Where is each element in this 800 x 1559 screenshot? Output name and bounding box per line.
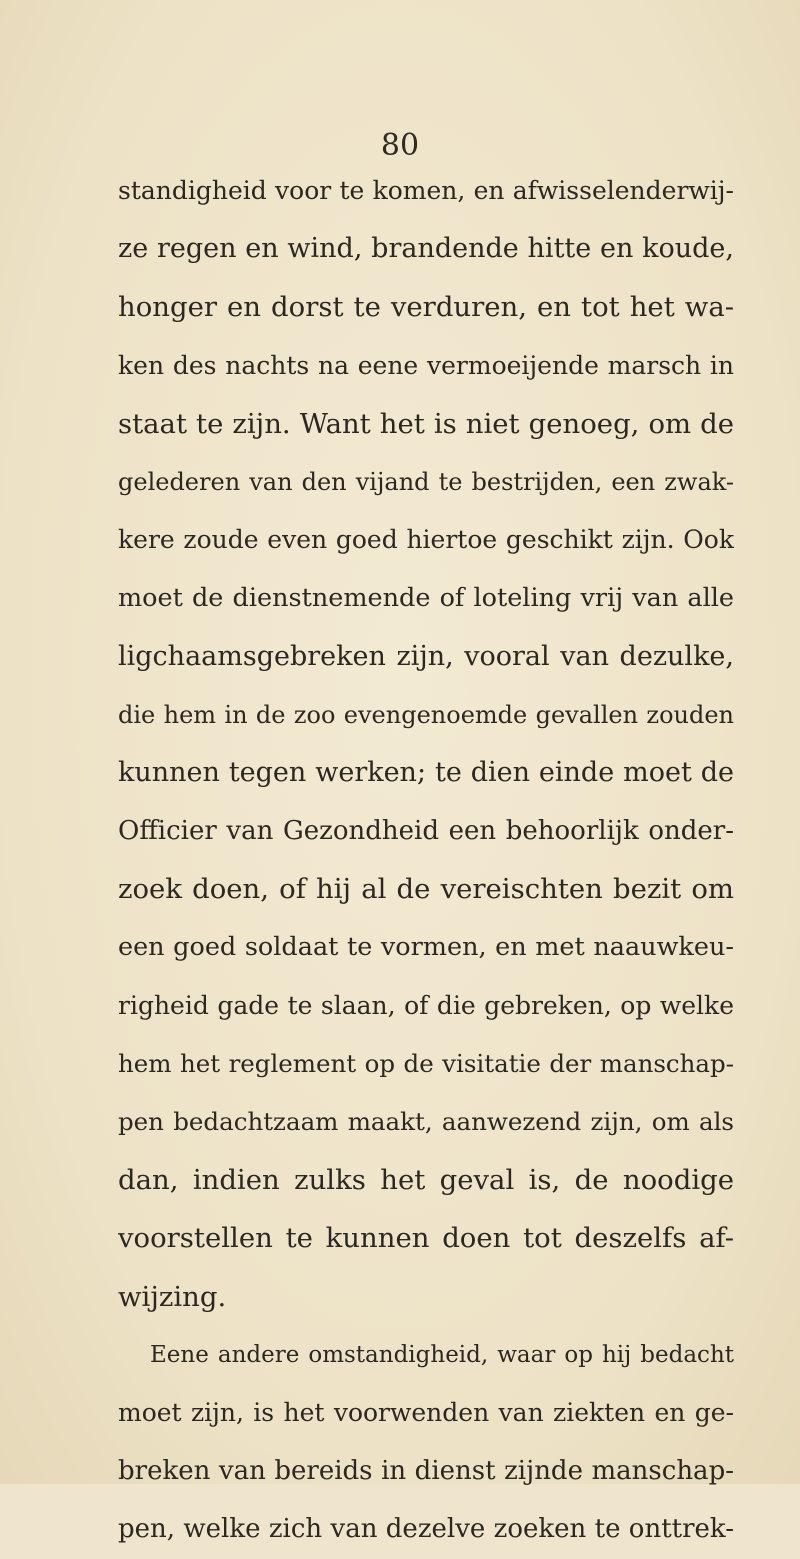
text-line: ligchaamsgebreken zijn, vooral van dezulke, xyxy=(118,640,734,672)
text-line: pen bedachtzaam maakt, aanwezend zijn, om als xyxy=(118,1107,734,1136)
text-line: kunnen tegen werken; te dien einde moet de xyxy=(118,756,734,788)
text-line: Eene andere omstandigheid, waar op hij bedacht xyxy=(150,1341,734,1368)
text-line: wijzing. xyxy=(118,1280,227,1313)
text-line: ze regen en wind, brandende hitte en koude, xyxy=(118,233,734,265)
text-line: zoek doen, of hij al de vereischten bezit om xyxy=(118,873,734,906)
text-line: staat te zijn. Want het is niet genoeg, om de xyxy=(118,407,734,440)
text-line: honger en dorst te verduren, en tot het wa- xyxy=(118,291,734,324)
page-number: 80 xyxy=(380,128,420,163)
text-line: hem het reglement op de visitatie der manschap- xyxy=(118,1048,734,1078)
text-line: moet de dienstnemende of loteling vrij van alle xyxy=(118,583,734,614)
text-line: moet zijn, is het voorwenden van ziekten en ge- xyxy=(118,1397,734,1427)
body-text xyxy=(118,162,734,1559)
text-line: standigheid voor te komen, en afwisselenderwij- xyxy=(118,176,734,205)
text-line: pen, welke zich van dezelve zoeken te onttrek- xyxy=(118,1514,734,1545)
text-line: kere zoude even goed hiertoe geschikt zijn. Ook xyxy=(118,525,734,555)
text-line: die hem in de zoo evengenoemde gevallen zouden xyxy=(118,700,734,729)
text-line: Officier van Gezondheid een behoorlijk onder- xyxy=(118,816,734,847)
text-line: righeid gade te slaan, of die gebreken, op welke xyxy=(118,990,734,1020)
text-line: ken des nachts na eene vermoeijende marsch in xyxy=(118,350,734,380)
text-line: dan, indien zulks het geval is, de noodige xyxy=(118,1164,734,1197)
text-line: voorstellen te kunnen doen tot deszelfs af- xyxy=(118,1222,734,1255)
text-line: gelederen van den vijand te bestrijden, een zwak- xyxy=(118,467,734,496)
text-line: breken van bereids in dienst zijnde manschap- xyxy=(118,1456,734,1487)
text-line: een goed soldaat te vormen, en met naauwkeu- xyxy=(118,932,734,963)
